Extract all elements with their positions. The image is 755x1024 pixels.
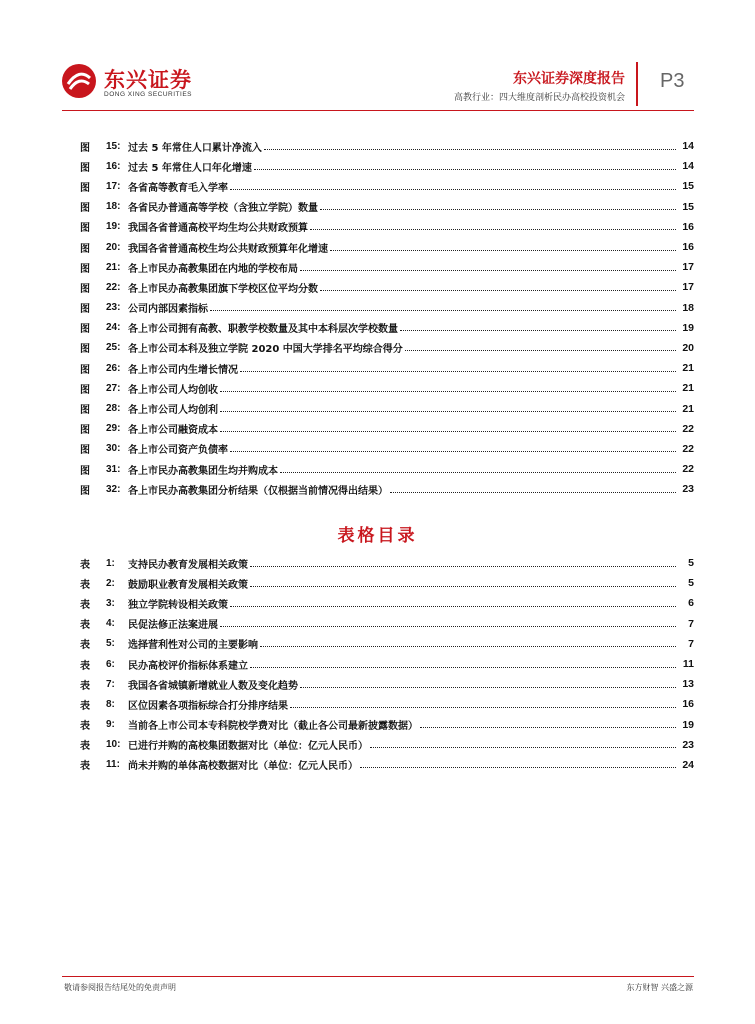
leader-dots: [260, 646, 676, 647]
entry-title: 各上市公司资产负债率: [128, 445, 228, 457]
entry-page: 14: [682, 140, 694, 153]
figure-entry[interactable]: [80, 398, 694, 418]
leader-dots: [290, 707, 676, 708]
entry-number: 16:: [106, 160, 121, 172]
leader-dots: [400, 330, 676, 331]
figure-entry[interactable]: [80, 156, 694, 176]
entry-number: 19:: [106, 221, 121, 233]
entry-title: 民促法修正法案进展: [128, 620, 218, 632]
entry-page: 21: [682, 362, 694, 375]
entry-label: 表: [80, 559, 90, 571]
entry-title: 鼓励职业教育发展相关政策: [128, 579, 248, 591]
entry-title: 各上市民办高教集团生均并购成本: [128, 465, 278, 477]
entry-title: 各省高等教育毛入学率: [128, 182, 228, 194]
figure-entry[interactable]: [80, 318, 694, 338]
entry-label: 图: [80, 304, 90, 316]
entry-title: 各上市公司拥有高教、职教学校数量及其中本科层次学校数量: [128, 324, 398, 336]
entry-title: 各上市民办高教集团分析结果（仅根据当前情况得出结果）: [128, 485, 388, 497]
entry-page: 14: [682, 160, 694, 173]
figure-list: [80, 136, 694, 499]
entry-page: 15: [682, 180, 694, 193]
entry-number: 22:: [106, 281, 121, 293]
entry-page: 15: [682, 200, 694, 213]
page-number: P3: [660, 70, 685, 92]
leader-dots: [300, 270, 676, 271]
figure-entry[interactable]: [80, 338, 694, 358]
header-rule: [62, 110, 694, 111]
entry-title: 各上市公司本科及独立学院 2020 中国大学排名平均综合得分: [128, 344, 403, 356]
entry-label: 表: [80, 620, 90, 632]
entry-label: 图: [80, 182, 90, 194]
leader-dots: [264, 149, 676, 150]
entry-title: 各上市公司融资成本: [128, 425, 218, 437]
entry-title: 各上市民办高教集团在内地的学校布局: [128, 263, 298, 275]
entry-page: 21: [682, 402, 694, 415]
entry-page: 16: [682, 241, 694, 254]
entry-label: 表: [80, 721, 90, 733]
logo-text-en: DONG XING SECURITIES: [104, 91, 193, 98]
table-entry[interactable]: [80, 755, 694, 775]
entry-title: 各上市公司内生增长情况: [128, 364, 238, 376]
entry-page: 23: [682, 483, 694, 496]
entry-title: 各上市民办高教集团旗下学校区位平均分数: [128, 283, 318, 295]
entry-title: 当前各上市公司本专科院校学费对比（截止各公司最新披露数据）: [128, 721, 418, 733]
entry-page: 22: [682, 463, 694, 476]
entry-number: 26:: [106, 362, 121, 374]
tables-section-title: 表格目录: [337, 526, 418, 546]
entry-label: 图: [80, 344, 90, 356]
entry-title: 过去 5 年常住人口累计净流入: [128, 142, 262, 154]
leader-dots: [250, 586, 676, 587]
entry-label: 表: [80, 680, 90, 692]
entry-page: 13: [682, 678, 694, 691]
entry-label: 表: [80, 700, 90, 712]
entry-title: 公司内部因素指标: [128, 304, 208, 316]
entry-page: 20: [682, 341, 694, 354]
entry-number: 6:: [106, 658, 115, 670]
figure-entry[interactable]: [80, 197, 694, 217]
table-entry[interactable]: [80, 553, 694, 573]
entry-page: 17: [682, 261, 694, 274]
entry-title: 各上市公司人均创利: [128, 405, 218, 417]
entry-number: 11:: [106, 759, 120, 771]
entry-title: 我国各省城镇新增就业人数及变化趋势: [128, 680, 298, 692]
entry-number: 17:: [106, 180, 121, 192]
entry-label: 图: [80, 203, 90, 215]
entry-label: 图: [80, 465, 90, 477]
entry-title: 我国各省普通高校生均公共财政预算年化增速: [128, 243, 328, 255]
entry-page: 24: [682, 758, 694, 771]
entry-page: 7: [688, 617, 694, 630]
table-entry[interactable]: [80, 674, 694, 694]
entry-page: 16: [682, 220, 694, 233]
page-header: [0, 0, 755, 110]
leader-dots: [220, 431, 676, 432]
entry-label: 表: [80, 761, 90, 773]
header-divider: [636, 62, 638, 106]
table-entry[interactable]: [80, 614, 694, 634]
leader-dots: [405, 350, 676, 351]
entry-page: 23: [682, 738, 694, 751]
figure-entry[interactable]: [80, 419, 694, 439]
table-entry[interactable]: [80, 735, 694, 755]
leader-dots: [250, 566, 676, 567]
entry-label: 图: [80, 223, 90, 235]
figure-entry[interactable]: [80, 479, 694, 499]
entry-title: 我国各省普通高校平均生均公共财政预算: [128, 223, 308, 235]
figure-entry[interactable]: [80, 217, 694, 237]
leader-dots: [320, 209, 676, 210]
entry-page: 11: [682, 658, 694, 671]
entry-label: 图: [80, 243, 90, 255]
entry-title: 尚未并购的单体高校数据对比（单位：亿元人民币）: [128, 761, 358, 773]
entry-number: 30:: [106, 443, 121, 455]
entry-number: 15:: [106, 140, 121, 152]
logo-text-cn: 东兴证券: [104, 68, 192, 92]
entry-label: 图: [80, 384, 90, 396]
leader-dots: [250, 667, 676, 668]
entry-title: 支持民办教育发展相关政策: [128, 559, 248, 571]
entry-label: 图: [80, 445, 90, 457]
entry-number: 1:: [106, 557, 115, 569]
entry-number: 2:: [106, 577, 115, 589]
entry-title: 各上市公司人均创收: [128, 384, 218, 396]
entry-number: 20:: [106, 241, 121, 253]
entry-number: 5:: [106, 638, 115, 650]
logo-emblem-icon: [62, 64, 96, 98]
table-entry[interactable]: [80, 654, 694, 674]
entry-label: 表: [80, 640, 90, 652]
entry-number: 4:: [106, 618, 115, 630]
footer-rule: [62, 976, 694, 977]
entry-page: 19: [682, 718, 694, 731]
entry-title: 民办高校评价指标体系建立: [128, 660, 248, 672]
entry-page: 22: [682, 422, 694, 435]
entry-title: 区位因素各项指标综合打分排序结果: [128, 700, 288, 712]
entry-number: 7:: [106, 678, 115, 690]
figure-entry[interactable]: [80, 298, 694, 318]
table-list: [80, 553, 694, 775]
entry-title: 已进行并购的高校集团数据对比（单位：亿元人民币）: [128, 741, 368, 753]
entry-page: 5: [688, 557, 694, 570]
entry-page: 5: [688, 577, 694, 590]
leader-dots: [220, 626, 676, 627]
entry-page: 22: [682, 442, 694, 455]
entry-label: 图: [80, 425, 90, 437]
entry-number: 10:: [106, 739, 121, 751]
leader-dots: [320, 290, 676, 291]
figure-entry[interactable]: [80, 136, 694, 156]
entry-label: 图: [80, 263, 90, 275]
entry-page: 19: [682, 321, 694, 334]
entry-label: 图: [80, 142, 90, 154]
entry-number: 25:: [106, 342, 121, 354]
leader-dots: [310, 229, 676, 230]
leader-dots: [390, 492, 676, 493]
entry-number: 9:: [106, 719, 115, 731]
entry-title: 选择营利性对公司的主要影响: [128, 640, 258, 652]
entry-number: 21:: [106, 261, 121, 273]
leader-dots: [420, 727, 676, 728]
leader-dots: [254, 169, 676, 170]
entry-label: 图: [80, 324, 90, 336]
entry-title: 过去 5 年常住人口年化增速: [128, 162, 252, 174]
entry-page: 17: [682, 281, 694, 294]
table-entry[interactable]: [80, 573, 694, 593]
leader-dots: [280, 472, 676, 473]
leader-dots: [370, 747, 676, 748]
leader-dots: [360, 767, 676, 768]
leader-dots: [220, 411, 676, 412]
company-logo: [62, 62, 212, 106]
table-entry[interactable]: [80, 634, 694, 654]
figure-entry[interactable]: [80, 237, 694, 257]
report-subtitle: 高教行业：四大维度剖析民办高校投资机会: [453, 93, 625, 103]
figure-entry[interactable]: [80, 358, 694, 378]
leader-dots: [210, 310, 676, 311]
entry-label: 图: [80, 283, 90, 295]
entry-label: 表: [80, 599, 90, 611]
footer-disclaimer: 敬请参阅报告结尾处的免责声明: [64, 983, 176, 992]
figure-entry[interactable]: [80, 439, 694, 459]
entry-title: 独立学院转设相关政策: [128, 599, 228, 611]
entry-label: 表: [80, 660, 90, 672]
entry-title: 各省民办普通高等学校（含独立学院）数量: [128, 203, 318, 215]
figure-entry[interactable]: [80, 277, 694, 297]
entry-label: 图: [80, 405, 90, 417]
leader-dots: [300, 687, 676, 688]
entry-number: 27:: [106, 382, 121, 394]
entry-number: 28:: [106, 403, 121, 415]
figure-entry[interactable]: [80, 257, 694, 277]
table-entry[interactable]: [80, 715, 694, 735]
entry-number: 32:: [106, 483, 121, 495]
table-entry[interactable]: [80, 593, 694, 613]
leader-dots: [230, 451, 676, 452]
entry-page: 7: [688, 637, 694, 650]
entry-label: 表: [80, 579, 90, 591]
entry-number: 31:: [106, 463, 121, 475]
leader-dots: [230, 189, 676, 190]
entry-label: 图: [80, 364, 90, 376]
report-title: 东兴证券深度报告: [513, 71, 625, 87]
figure-entry[interactable]: [80, 176, 694, 196]
figure-entry[interactable]: [80, 459, 694, 479]
entry-label: 图: [80, 162, 90, 174]
entry-number: 8:: [106, 698, 115, 710]
entry-number: 24:: [106, 322, 121, 334]
footer-slogan: 东方财智 兴盛之源: [626, 983, 693, 992]
entry-number: 3:: [106, 597, 115, 609]
entry-page: 16: [682, 698, 694, 711]
entry-number: 29:: [106, 423, 121, 435]
leader-dots: [240, 371, 676, 372]
entry-number: 23:: [106, 302, 121, 314]
entry-page: 18: [682, 301, 694, 314]
leader-dots: [230, 606, 676, 607]
table-entry[interactable]: [80, 694, 694, 714]
entry-label: 表: [80, 741, 90, 753]
leader-dots: [220, 391, 676, 392]
figure-entry[interactable]: [80, 378, 694, 398]
leader-dots: [330, 250, 676, 251]
entry-label: 图: [80, 485, 90, 497]
entry-page: 21: [682, 382, 694, 395]
entry-number: 18:: [106, 201, 121, 213]
entry-page: 6: [688, 597, 694, 610]
